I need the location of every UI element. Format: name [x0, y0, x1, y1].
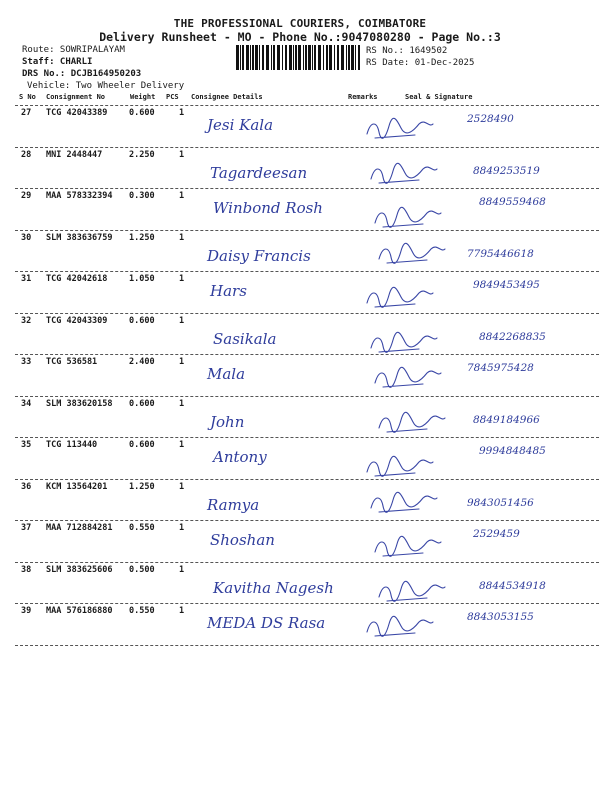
table-row [15, 397, 599, 438]
row-weight: 0.550 [129, 523, 155, 533]
barcode-image [236, 45, 360, 70]
barcode-bar [305, 45, 307, 70]
row-consignment-no: TCG 42043389 [46, 108, 108, 118]
row-consignment-no: TCG 113440 [46, 440, 98, 450]
barcode-bar [348, 45, 350, 70]
row-weight: 2.250 [129, 149, 155, 160]
consignee-name: Ramya [207, 495, 260, 514]
row-sno: 28 [21, 149, 32, 160]
row-pcs: 1 [179, 564, 185, 575]
barcode-bar [282, 45, 283, 70]
table-row [15, 231, 599, 272]
row-sno: 34 [21, 398, 32, 409]
signature-scribble [371, 332, 437, 352]
consignee-name: John [210, 412, 245, 431]
barcode-bar [289, 45, 292, 70]
col-remarks-header: Remarks [348, 93, 378, 101]
col-seal-header: Seal & Signature [405, 93, 473, 101]
row-weight: 1.250 [129, 232, 155, 243]
row-weight: 2.400 [129, 357, 155, 367]
barcode-bar [351, 45, 354, 70]
row-weight: 0.600 [129, 315, 155, 326]
row-consignment-no: KCM 13564201 [46, 481, 108, 492]
barcode-bar [252, 45, 254, 70]
handwriting-overlay [15, 148, 599, 189]
signature-scribble [379, 243, 445, 263]
row-consignment-no: TCG 42042618 [46, 274, 108, 284]
row-sno: 31 [21, 274, 32, 284]
row-pcs: 1 [179, 440, 185, 450]
barcode-bar [341, 45, 344, 70]
barcode-bar [318, 45, 321, 70]
rs-date: RS Date: 01-Dec-2025 [366, 58, 475, 68]
table-row [15, 521, 599, 562]
row-pcs: 1 [179, 191, 185, 201]
consignee-name: Sasikala [213, 329, 277, 348]
row-pcs: 1 [179, 398, 185, 409]
barcode-bar [308, 45, 311, 70]
barcode-bar [246, 45, 249, 70]
row-pcs: 1 [179, 274, 185, 284]
rs-number: RS No.: 1649502 [366, 46, 448, 56]
row-sno: 27 [21, 108, 32, 118]
row-weight: 1.250 [129, 481, 155, 492]
row-pcs: 1 [179, 523, 185, 533]
table-row [15, 480, 599, 521]
row-weight: 1.050 [129, 274, 155, 284]
signature-scribble [375, 367, 441, 387]
vehicle-label: Vehicle: Two Wheeler Delivery [27, 81, 185, 91]
col-weight-header: Weight [130, 93, 156, 101]
runsheet-subtitle: Delivery Runsheet - MO - Phone No.:9047080280 - Page No.:3 [99, 30, 501, 44]
handwritten-phone-number: 8849184966 [473, 413, 540, 426]
signature-scribble [371, 163, 437, 183]
consignee-name: Mala [207, 365, 246, 383]
row-sno: 36 [21, 481, 32, 492]
handwritten-phone-number: 2529459 [473, 528, 520, 540]
signature-scribble [367, 287, 433, 307]
row-consignment-no: MNI 2448447 [46, 149, 103, 160]
row-pcs: 1 [179, 357, 185, 367]
consignee-name: Shoshan [210, 531, 275, 549]
barcode-bar [326, 45, 328, 70]
consignee-name: Kavitha Nagesh [213, 578, 334, 597]
row-sno: 33 [21, 357, 32, 367]
row-weight: 0.500 [129, 564, 155, 575]
handwritten-phone-number: 9849453495 [473, 279, 540, 291]
barcode-bar [329, 45, 332, 70]
row-consignment-no: TCG 536581 [46, 357, 98, 367]
barcode-bar [346, 45, 347, 70]
route-label: Route: SOWRIPALAYAM [22, 45, 125, 55]
row-consignment-no: SLM 383620158 [46, 398, 113, 409]
barcode-bar [266, 45, 269, 70]
drs-number: DRS No.: DCJB164950203 [22, 69, 142, 79]
row-pcs: 1 [179, 315, 185, 326]
barcode-bar [355, 45, 356, 70]
row-weight: 0.600 [129, 108, 155, 118]
barcode-bar [334, 45, 335, 70]
barcode-bar [250, 45, 251, 70]
col-pcs-header: PCS [166, 93, 179, 101]
handwritten-phone-number: 8849253519 [473, 164, 540, 177]
barcode-bar [236, 45, 239, 70]
consignee-name: Daisy Francis [207, 246, 311, 265]
consignee-name: Hars [210, 282, 247, 300]
staff-label: Staff: CHARLI [22, 57, 93, 67]
row-weight: 0.600 [129, 398, 155, 409]
company-title: THE PROFESSIONAL COURIERS, COIMBATORE [173, 17, 427, 30]
signature-scribble [375, 536, 441, 556]
barcode-bar [262, 45, 264, 70]
signature-scribble [379, 581, 445, 601]
barcode-bar [298, 45, 301, 70]
barcode-bar [337, 45, 339, 70]
table-row [15, 563, 599, 604]
row-pcs: 1 [179, 606, 185, 616]
barcode-bar [293, 45, 294, 70]
barcode-bar [312, 45, 313, 70]
signature-scribble [367, 118, 433, 138]
consignee-name: Jesi Kala [207, 116, 274, 134]
handwritten-phone-number: 9843051456 [467, 496, 534, 509]
handwritten-phone-number: 8843053155 [467, 611, 534, 623]
col-sno-header: S No [19, 93, 36, 101]
barcode-bar [255, 45, 258, 70]
barcode-bar [277, 45, 280, 70]
row-consignment-no: MAA 712884281 [46, 523, 113, 533]
row-consignment-no: MAA 576186880 [46, 606, 113, 616]
consignee-name: MEDA DS Rasa [207, 614, 326, 632]
col-consignee-header: Consignee Details [191, 93, 263, 101]
barcode-bar [285, 45, 287, 70]
signature-scribble [379, 412, 445, 432]
barcode-bar [259, 45, 260, 70]
table-row [15, 604, 599, 645]
barcode-bar [295, 45, 297, 70]
row-weight: 0.600 [129, 440, 155, 450]
row-sno: 37 [21, 523, 32, 533]
row-sno: 38 [21, 564, 32, 575]
row-sno: 39 [21, 606, 32, 616]
table-row [15, 355, 599, 396]
handwritten-phone-number: 9994848485 [479, 445, 546, 457]
consignee-name: Antony [213, 448, 267, 466]
consignee-name: Tagardeesan [210, 163, 308, 182]
row-consignment-no: MAA 578332394 [46, 191, 113, 201]
row-sno: 35 [21, 440, 32, 450]
row-consignment-no: SLM 383636759 [46, 232, 113, 243]
row-sno: 30 [21, 232, 32, 243]
signature-scribble [367, 456, 433, 476]
handwritten-phone-number: 2528490 [467, 113, 514, 125]
handwritten-phone-number: 7795446618 [467, 247, 534, 260]
row-divider [15, 645, 599, 646]
barcode-bar [240, 45, 241, 70]
row-pcs: 1 [179, 481, 185, 492]
row-weight: 0.300 [129, 191, 155, 201]
row-consignment-no: SLM 383625606 [46, 564, 113, 575]
row-pcs: 1 [179, 149, 185, 160]
consignee-name: Winbond Rosh [213, 199, 323, 217]
barcode-bar [303, 45, 304, 70]
barcode-bar [242, 45, 244, 70]
row-sno: 29 [21, 191, 32, 201]
row-pcs: 1 [179, 108, 185, 118]
table-row [15, 148, 599, 189]
signature-scribble [367, 616, 433, 636]
handwritten-phone-number: 7845975428 [467, 362, 534, 374]
row-sno: 32 [21, 315, 32, 326]
table-row [15, 106, 599, 147]
table-row [15, 438, 599, 479]
barcode-bar [271, 45, 272, 70]
table-row [15, 272, 599, 313]
barcode-bar [358, 45, 360, 70]
row-pcs: 1 [179, 232, 185, 243]
table-row [15, 189, 599, 230]
handwritten-phone-number: 8842268835 [479, 330, 546, 343]
barcode-bar [314, 45, 316, 70]
handwritten-phone-number: 8844534918 [479, 579, 546, 592]
row-consignment-no: TCG 42043309 [46, 315, 108, 326]
barcode-bar [273, 45, 275, 70]
signature-scribble [375, 207, 441, 227]
handwriting-overlay [15, 355, 599, 396]
handwriting-overlay [15, 438, 599, 479]
row-weight: 0.550 [129, 606, 155, 616]
table-row [15, 314, 599, 355]
col-consignment-header: Consignment No [46, 93, 106, 101]
handwritten-phone-number: 8849559468 [479, 196, 546, 208]
barcode-bar [323, 45, 324, 70]
signature-scribble [371, 492, 437, 512]
